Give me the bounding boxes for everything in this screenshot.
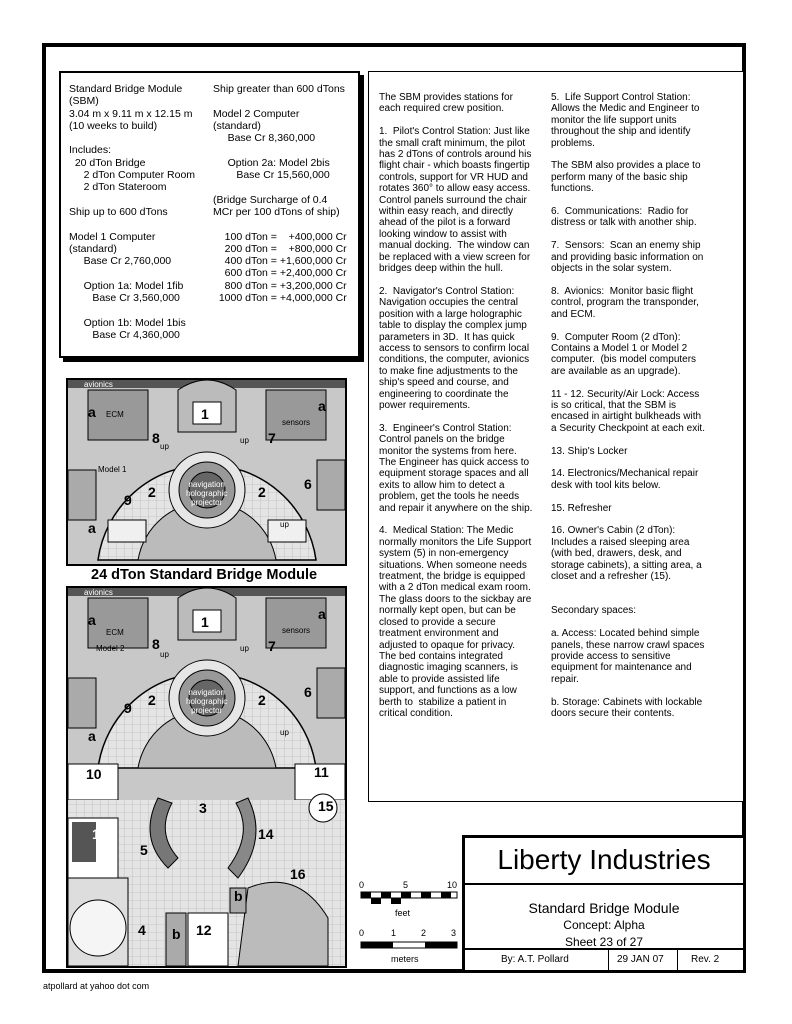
- meter-tick-0: 0: [359, 928, 365, 938]
- room-16-label: 16: [290, 866, 306, 882]
- station-9-label-2: 9: [124, 700, 132, 716]
- storage-b-label-1: b: [172, 926, 181, 942]
- station-2-right-label: 2: [258, 484, 266, 500]
- sheet-number: Sheet 23 of 27: [564, 935, 644, 949]
- bridge-plan-24dton: [66, 378, 347, 566]
- station-1-label-2: 1: [201, 614, 209, 630]
- feet-label: feet: [395, 908, 411, 918]
- author: By: A.T. Pollard: [501, 954, 569, 965]
- room-14-label: 14: [258, 826, 274, 842]
- station-1-label: 1: [201, 406, 209, 422]
- meter-tick-1: 1: [391, 928, 397, 938]
- access-a-label-2: a: [318, 398, 326, 414]
- ecm-label-2: ECM: [106, 628, 124, 637]
- up-label-2c: up: [280, 728, 289, 737]
- footer-separator-1: [608, 950, 609, 970]
- title-block: [462, 835, 746, 973]
- description-column-2: 5. Life Support Control Station: Allows the Medic and Engineer to monitor the life support units throughout the ship and identify problems. The SBM also provides a place to perform many of the basic ship functions. 6. Communications: Radio for distress or talk with another ship. 7. Sensors: Scan an enemy ship and providing basic information on objects in the solar system. 8. Avionics: Monitor basic flight control, program the transponder, and ECM. 9. Computer Room (2 dTon): Contains a Model 1 or Model 2 computer. (bis model computers are available as an upgrade). 11 - 12. Security/Air Lock: Access is so critical, that the SBM is encased in airtight bulkheads with a Security Checkpoint at each exit. 13. Ship's Locker 14. Electronics/Mechanical repair desk with tool kits below. 15. Refresher 16. Owner's Cabin (2 dTon): Includes a raised sleeping area (with bed, drawers, desk, and storage cabinets), a sitting area, a closet and a refresher (15). Secondary spaces: a. Access: Located behind simple panels, these narrow crawl spaces provide access to sensitive equipment for maintenance and repair. b. Storage: Cabinets with lockable doors secure their contents.: [551, 92, 705, 719]
- room-10-label: 10: [86, 766, 102, 782]
- specifications-box: [59, 71, 360, 358]
- access-a-label-4: a: [88, 612, 96, 628]
- drawing-title: Standard Bridge Module: [528, 900, 680, 916]
- room-15-label: 15: [318, 798, 334, 814]
- room-12-label: 12: [196, 922, 212, 938]
- bridge-plan-full: [66, 586, 347, 968]
- up-label-1b: up: [240, 436, 249, 445]
- station-5-label: 5: [140, 842, 148, 858]
- footer-separator-2: [677, 950, 678, 970]
- drawing-concept: Concept: Alpha: [563, 918, 645, 932]
- room-11-label: 11: [314, 764, 329, 780]
- storage-b-label-2: b: [234, 888, 243, 904]
- specs-right-column: Ship greater than 600 dTons Model 2 Computer (standard) Base Cr 8,360,000 Option 2a: Model 2bis Base Cr 15,560,000 (Bridge Surcharge of 0.4 MCr per 100 dTons of ship) 100 dTon = +400,000 Cr 200 dTon = +800,000 Cr 400 dTon = +1,600,000 Cr 600 dTon = +2,400,000 Cr 800 dTon = +3,200,000 Cr 1000 dTon = +4,000,000 Cr: [213, 83, 347, 305]
- sensors-label-1: sensors: [282, 418, 311, 427]
- access-a-label-5: a: [318, 606, 326, 622]
- feet-tick-0: 0: [359, 880, 365, 890]
- scale-bar: [355, 878, 460, 970]
- contact-footer: atpollard at yahoo dot com: [43, 981, 150, 991]
- station-9-label: 9: [124, 492, 132, 508]
- description-column-1: The SBM provides stations for each required crew position. 1. Pilot's Control Station: Just like the small craft minimum, the pilot has 2 dTons of controls around his flight chair - which boasts fingertip controls, support for VR HUD and rotates 360° to allow easy access. Control panels surround the chair within easy reach, and directly ahead of the pilot is a forward looking window to assist with manual docking. The window can be replaced with a view screen for bridges deep within the hull. 2. Navigator's Control Station: Navigation occupies the central position with a large holographic table to display the complex jump parameters in 3D. It has quick access to sensors to confirm local conditions, the computer, avionics to make fine adjustments to the ship's speed and course, and engineering to coordinate the power requirements. 3. Engineer's Control Station: Control panels on the bridge monitor the systems from here. The Engineer has quick access to equipment storage spaces and all exits to allow him to detect a problem, get the tools he needs and repair it anywhere on the ship. 4. Medical Station: The Medic normally monitors the Life Support system (5) in non-emergency situations. When someone needs treatment, the bridge is equipped with a 2 dTon medical exam room. The glass doors to the sickbay are normally kept open, but can be closed to provide a secure treatment environment and adjusted to opaque for privacy. The bed contains integrated diagnostic imaging scanners, is able to provide assisted life support, and functions as a low berth to stabilize a patient in critical condition.: [379, 92, 533, 719]
- room-13-label: 13: [92, 826, 108, 842]
- station-8-label-2: 8: [152, 636, 160, 652]
- station-2-right-label-2: 2: [258, 692, 266, 708]
- up-label-1a: up: [160, 442, 169, 451]
- feet-tick-5: 5: [403, 880, 409, 890]
- sensors-label-2: sensors: [282, 626, 311, 635]
- station-4-label: 4: [138, 922, 146, 938]
- station-2-left-label-2: 2: [148, 692, 156, 708]
- station-8-label: 8: [152, 430, 160, 446]
- holo-projector-label-1: navigation holographic projector: [186, 480, 228, 507]
- access-a-label-3: a: [88, 520, 96, 536]
- revision: Rev. 2: [691, 954, 720, 965]
- date: 29 JAN 07: [617, 954, 664, 965]
- avionics-label-1: avionics: [84, 380, 113, 389]
- up-label-2b: up: [240, 644, 249, 653]
- station-6-label: 6: [304, 476, 312, 492]
- ecm-label-1: ECM: [106, 410, 124, 419]
- feet-tick-10: 10: [447, 880, 458, 890]
- station-3-label: 3: [199, 800, 207, 816]
- up-label-2a: up: [160, 650, 169, 659]
- meter-tick-3: 3: [451, 928, 457, 938]
- access-a-label-1: a: [88, 404, 96, 420]
- station-2-left-label: 2: [148, 484, 156, 500]
- model-label-1: Model 1: [98, 465, 127, 474]
- up-label-1c: up: [280, 520, 289, 529]
- station-6-label-2: 6: [304, 684, 312, 700]
- station-7-label: 7: [268, 430, 276, 446]
- station-7-label-2: 7: [268, 638, 276, 654]
- plan-caption: 24 dTon Standard Bridge Module: [91, 567, 318, 583]
- avionics-label-2: avionics: [84, 588, 113, 597]
- specs-left-column: Standard Bridge Module (SBM) 3.04 m x 9.11 m x 12.15 m (10 weeks to build) Includes: 20 dTon Bridge 2 dTon Computer Room 2 dTon Stateroom Ship up to 600 dTons Model 1 Computer (standard) Base Cr 2,760,000 Option 1a: Model 1fib Base Cr 3,560,000 Option 1b: Model 1bis Base Cr 4,360,000: [69, 83, 196, 341]
- company-name: Liberty Industries: [497, 844, 711, 875]
- meters-label: meters: [391, 954, 419, 964]
- description-box: [368, 71, 744, 802]
- model-label-2: Model 2: [96, 644, 125, 653]
- title-divider: [465, 883, 743, 885]
- title-footer: [465, 948, 743, 970]
- holo-projector-label-2: navigation holographic projector: [186, 688, 228, 715]
- access-a-label-6: a: [88, 728, 96, 744]
- meter-tick-2: 2: [421, 928, 427, 938]
